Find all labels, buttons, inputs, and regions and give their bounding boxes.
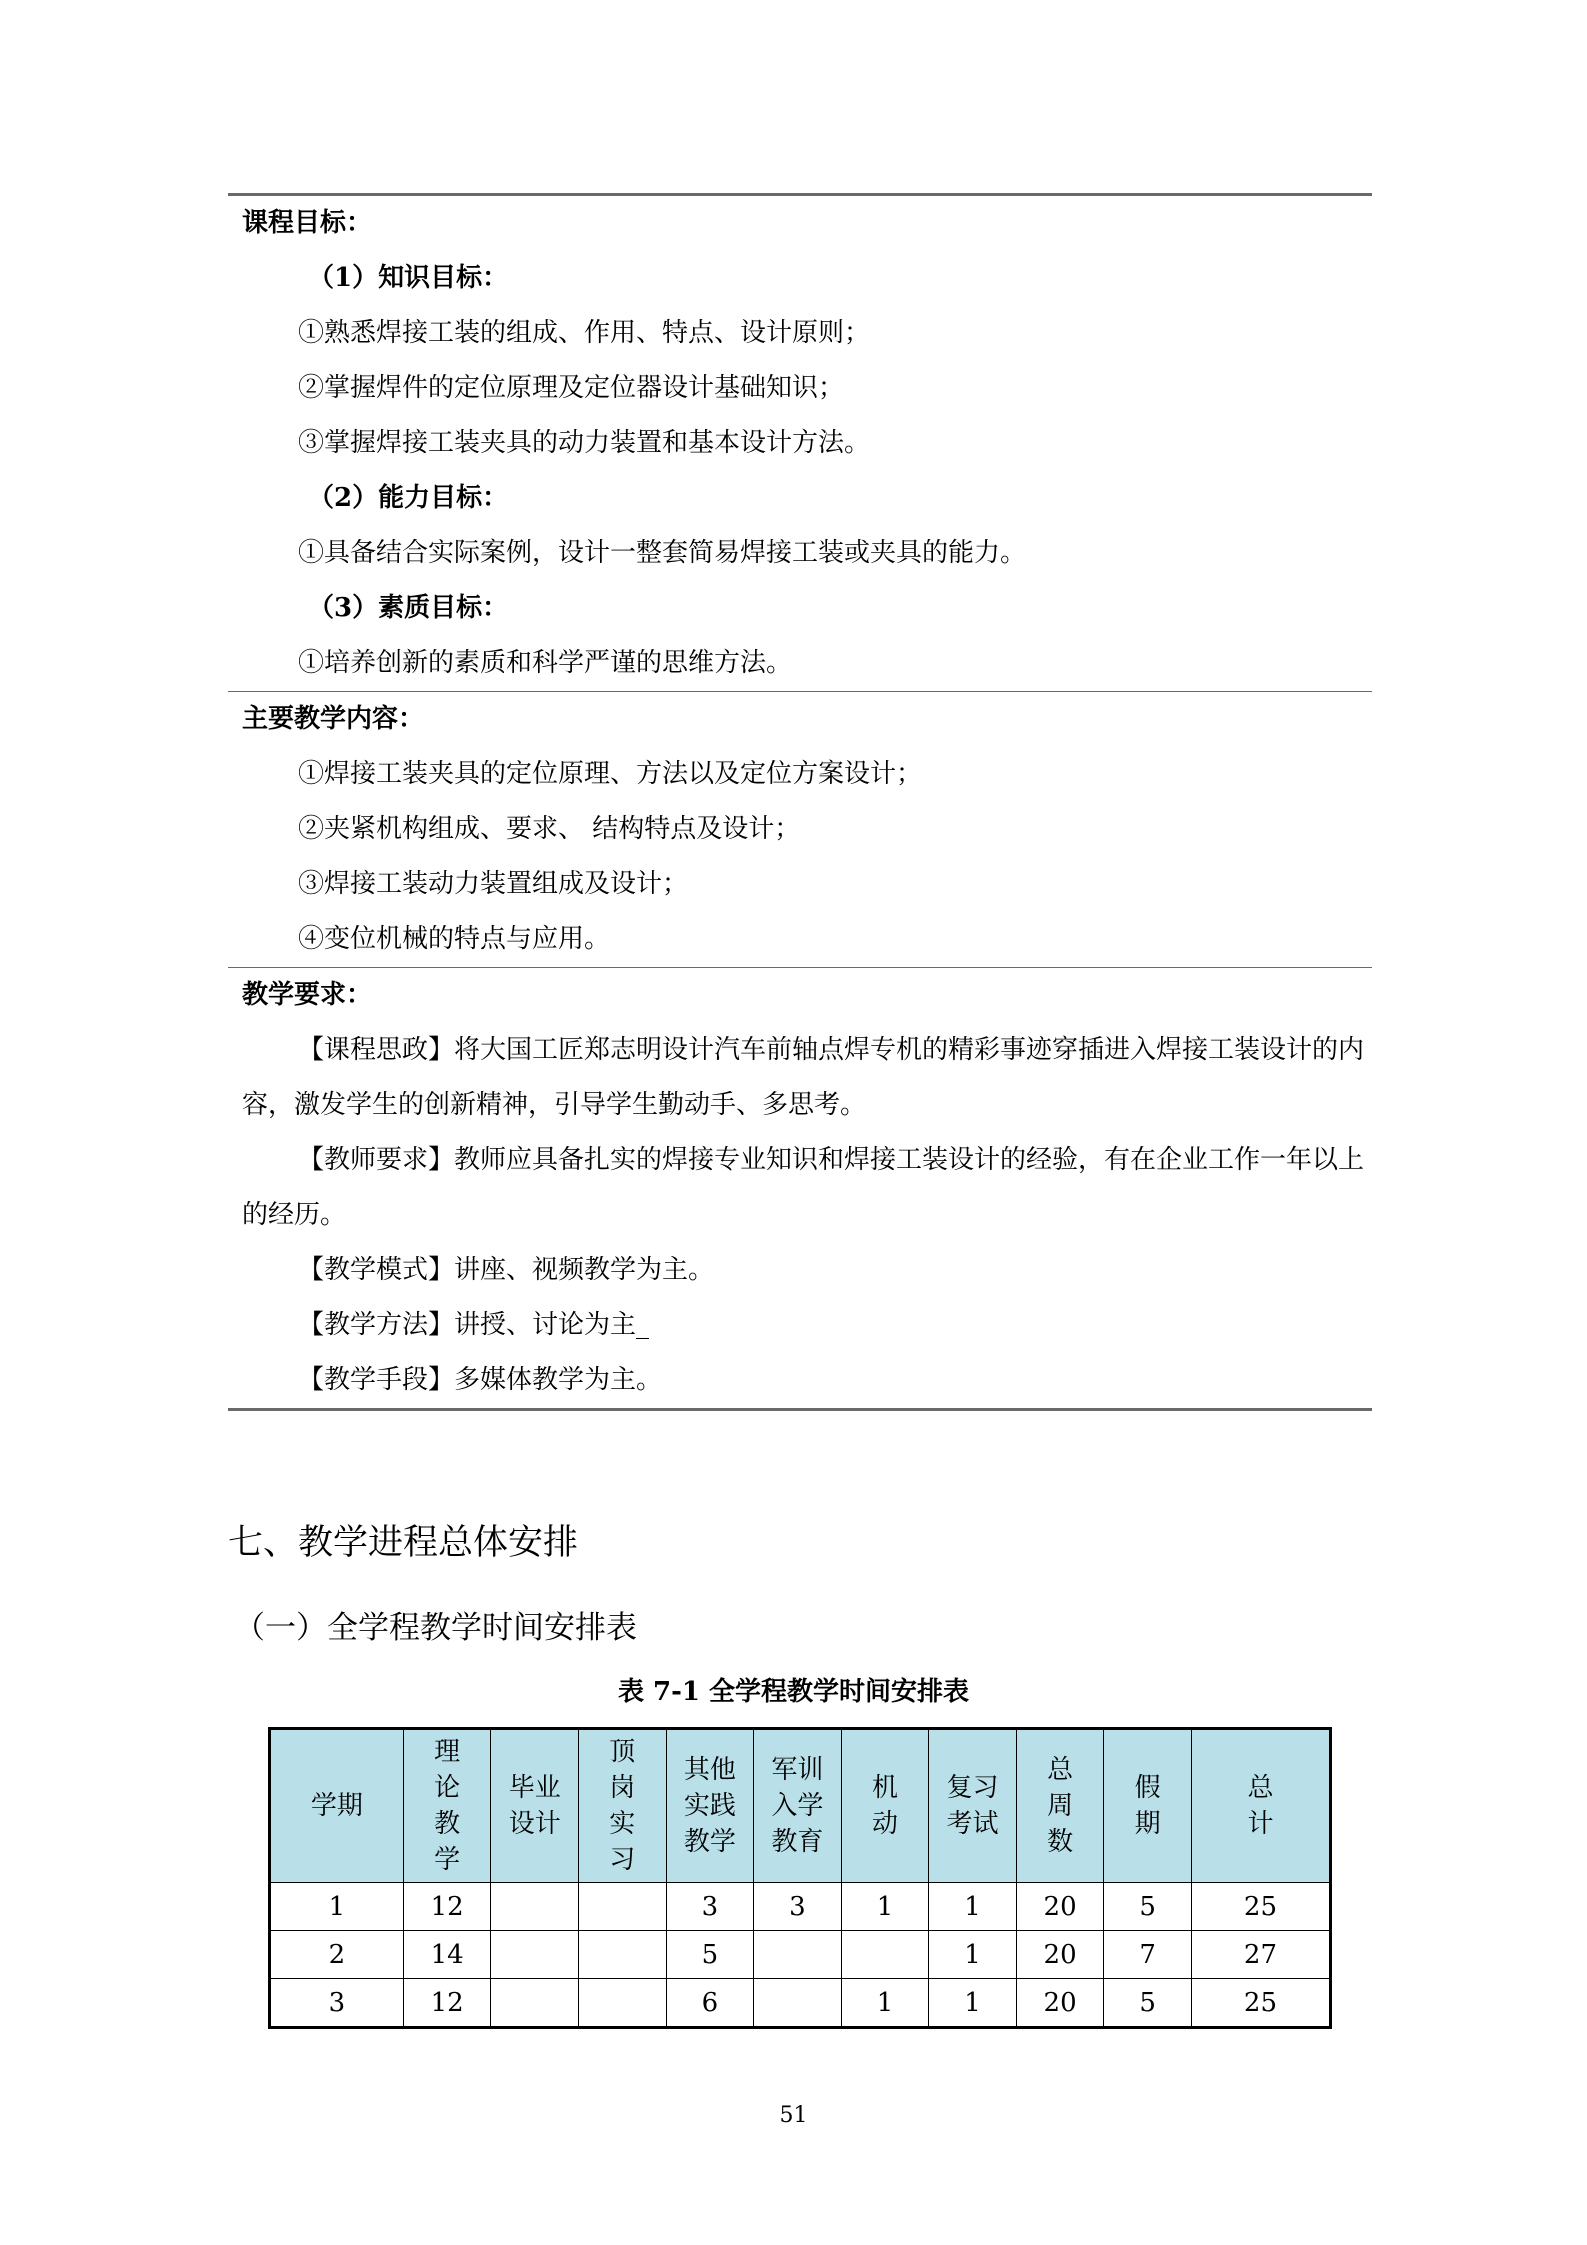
table-header-cell: 总 计 [1191, 1729, 1330, 1883]
knowledge-title: （1）知识目标： [308, 263, 509, 293]
knowledge-item: ②掌握焊件的定位原理及定位器设计基础知识； [298, 373, 845, 403]
table-row [270, 1883, 1331, 1931]
table-cell: 25 [1191, 1979, 1330, 2028]
requirements-heading: 教学要求： [242, 980, 373, 1010]
table-caption: 表 7-1 全学程教学时间安排表 [617, 1677, 970, 1707]
table-cell [579, 1979, 667, 2028]
content-item: ②夹紧机构组成、要求、 结构特点及设计； [298, 814, 801, 844]
table-header-cell: 总 周 数 [1016, 1729, 1104, 1883]
table-cell: 20 [1016, 1931, 1104, 1979]
table-cell: 5 [1104, 1979, 1192, 2028]
content-heading: 主要教学内容： [242, 704, 425, 734]
table-header-cell: 理 论 教 学 [403, 1729, 491, 1883]
ability-title: （2）能力目标： [308, 483, 509, 513]
table-cell: 3 [666, 1883, 754, 1931]
table-header-cell: 学期 [270, 1729, 404, 1883]
table-header-cell: 其他 实践 教学 [666, 1729, 754, 1883]
table-header-cell: 机 动 [841, 1729, 929, 1883]
mode-paragraph: 【教学模式】讲座、视频教学为主。 [298, 1255, 715, 1285]
table-cell: 1 [929, 1979, 1017, 2028]
section-title: 七、教学进程总体安排 [228, 1523, 579, 1563]
objectives-heading: 课程目标： [242, 208, 373, 238]
course-info-box [228, 193, 1372, 1411]
table-cell: 12 [403, 1979, 491, 2028]
table-header-cell: 复习 考试 [929, 1729, 1017, 1883]
content-item: ①焊接工装夹具的定位原理、方法以及定位方案设计； [298, 759, 923, 789]
table-cell: 3 [754, 1883, 842, 1931]
content-item: ③焊接工装动力装置组成及设计； [298, 869, 689, 899]
table-header-cell: 毕业 设计 [491, 1729, 579, 1883]
table-cell: 12 [403, 1883, 491, 1931]
table-cell: 20 [1016, 1979, 1104, 2028]
table-cell: 1 [929, 1931, 1017, 1979]
table-header-cell: 军训 入学 教育 [754, 1729, 842, 1883]
table-cell: 1 [841, 1883, 929, 1931]
subsection-title: （一）全学程教学时间安排表 [234, 1610, 637, 1646]
table-cell: 5 [1104, 1883, 1192, 1931]
quality-title: （3）素质目标： [308, 593, 509, 623]
schedule-table [268, 1727, 1332, 2029]
table-cell: 1 [841, 1979, 929, 2028]
quality-item: ①培养创新的素质和科学严谨的思维方法。 [298, 648, 793, 678]
knowledge-item: ③掌握焊接工装夹具的动力装置和基本设计方法。 [298, 428, 871, 458]
table-cell: 1 [929, 1883, 1017, 1931]
table-header-cell: 顶 岗 实 习 [579, 1729, 667, 1883]
table-cell [491, 1931, 579, 1979]
ability-item: ①具备结合实际案例，设计一整套简易焊接工装或夹具的能力。 [298, 538, 1027, 568]
table-cell: 6 [666, 1979, 754, 2028]
objectives-section [228, 196, 1372, 692]
table-body [270, 1883, 1331, 2028]
table-cell [579, 1931, 667, 1979]
table-cell [579, 1883, 667, 1931]
table-cell: 1 [270, 1883, 404, 1931]
ideology-paragraph: 【课程思政】将大国工匠郑志明设计汽车前轴点焊专机的精彩事迹穿插进入焊接工装设计的内容，激发学生的创新精神，引导学生勤动手、多思考。 [242, 1035, 1365, 1120]
table-cell: 2 [270, 1931, 404, 1979]
table-cell: 7 [1104, 1931, 1192, 1979]
table-cell: 3 [270, 1979, 404, 2028]
means-paragraph: 【教学手段】多媒体教学为主。 [298, 1365, 663, 1395]
table-cell: 5 [666, 1931, 754, 1979]
table-cell: 20 [1016, 1883, 1104, 1931]
page-number: 51 [779, 2103, 808, 2128]
table-cell: 27 [1191, 1931, 1330, 1979]
method-paragraph: 【教学方法】讲授、讨论为主_ [298, 1310, 650, 1340]
content-item: ④变位机械的特点与应用。 [298, 924, 611, 954]
table-cell [754, 1979, 842, 2028]
table-cell [491, 1979, 579, 2028]
table-header-cell: 假 期 [1104, 1729, 1192, 1883]
table-cell [491, 1883, 579, 1931]
table-cell [754, 1931, 842, 1979]
table-row [270, 1979, 1331, 2028]
knowledge-item: ①熟悉焊接工装的组成、作用、特点、设计原则； [298, 318, 871, 348]
table-header-row [270, 1729, 1331, 1883]
teacher-paragraph: 【教师要求】教师应具备扎实的焊接专业知识和焊接工装设计的经验，有在企业工作一年以上的经历。 [242, 1145, 1365, 1230]
requirements-section [228, 968, 1372, 1408]
table-cell [841, 1931, 929, 1979]
content-section [228, 692, 1372, 968]
table-cell: 14 [403, 1931, 491, 1979]
table-cell: 25 [1191, 1883, 1330, 1931]
table-row [270, 1931, 1331, 1979]
